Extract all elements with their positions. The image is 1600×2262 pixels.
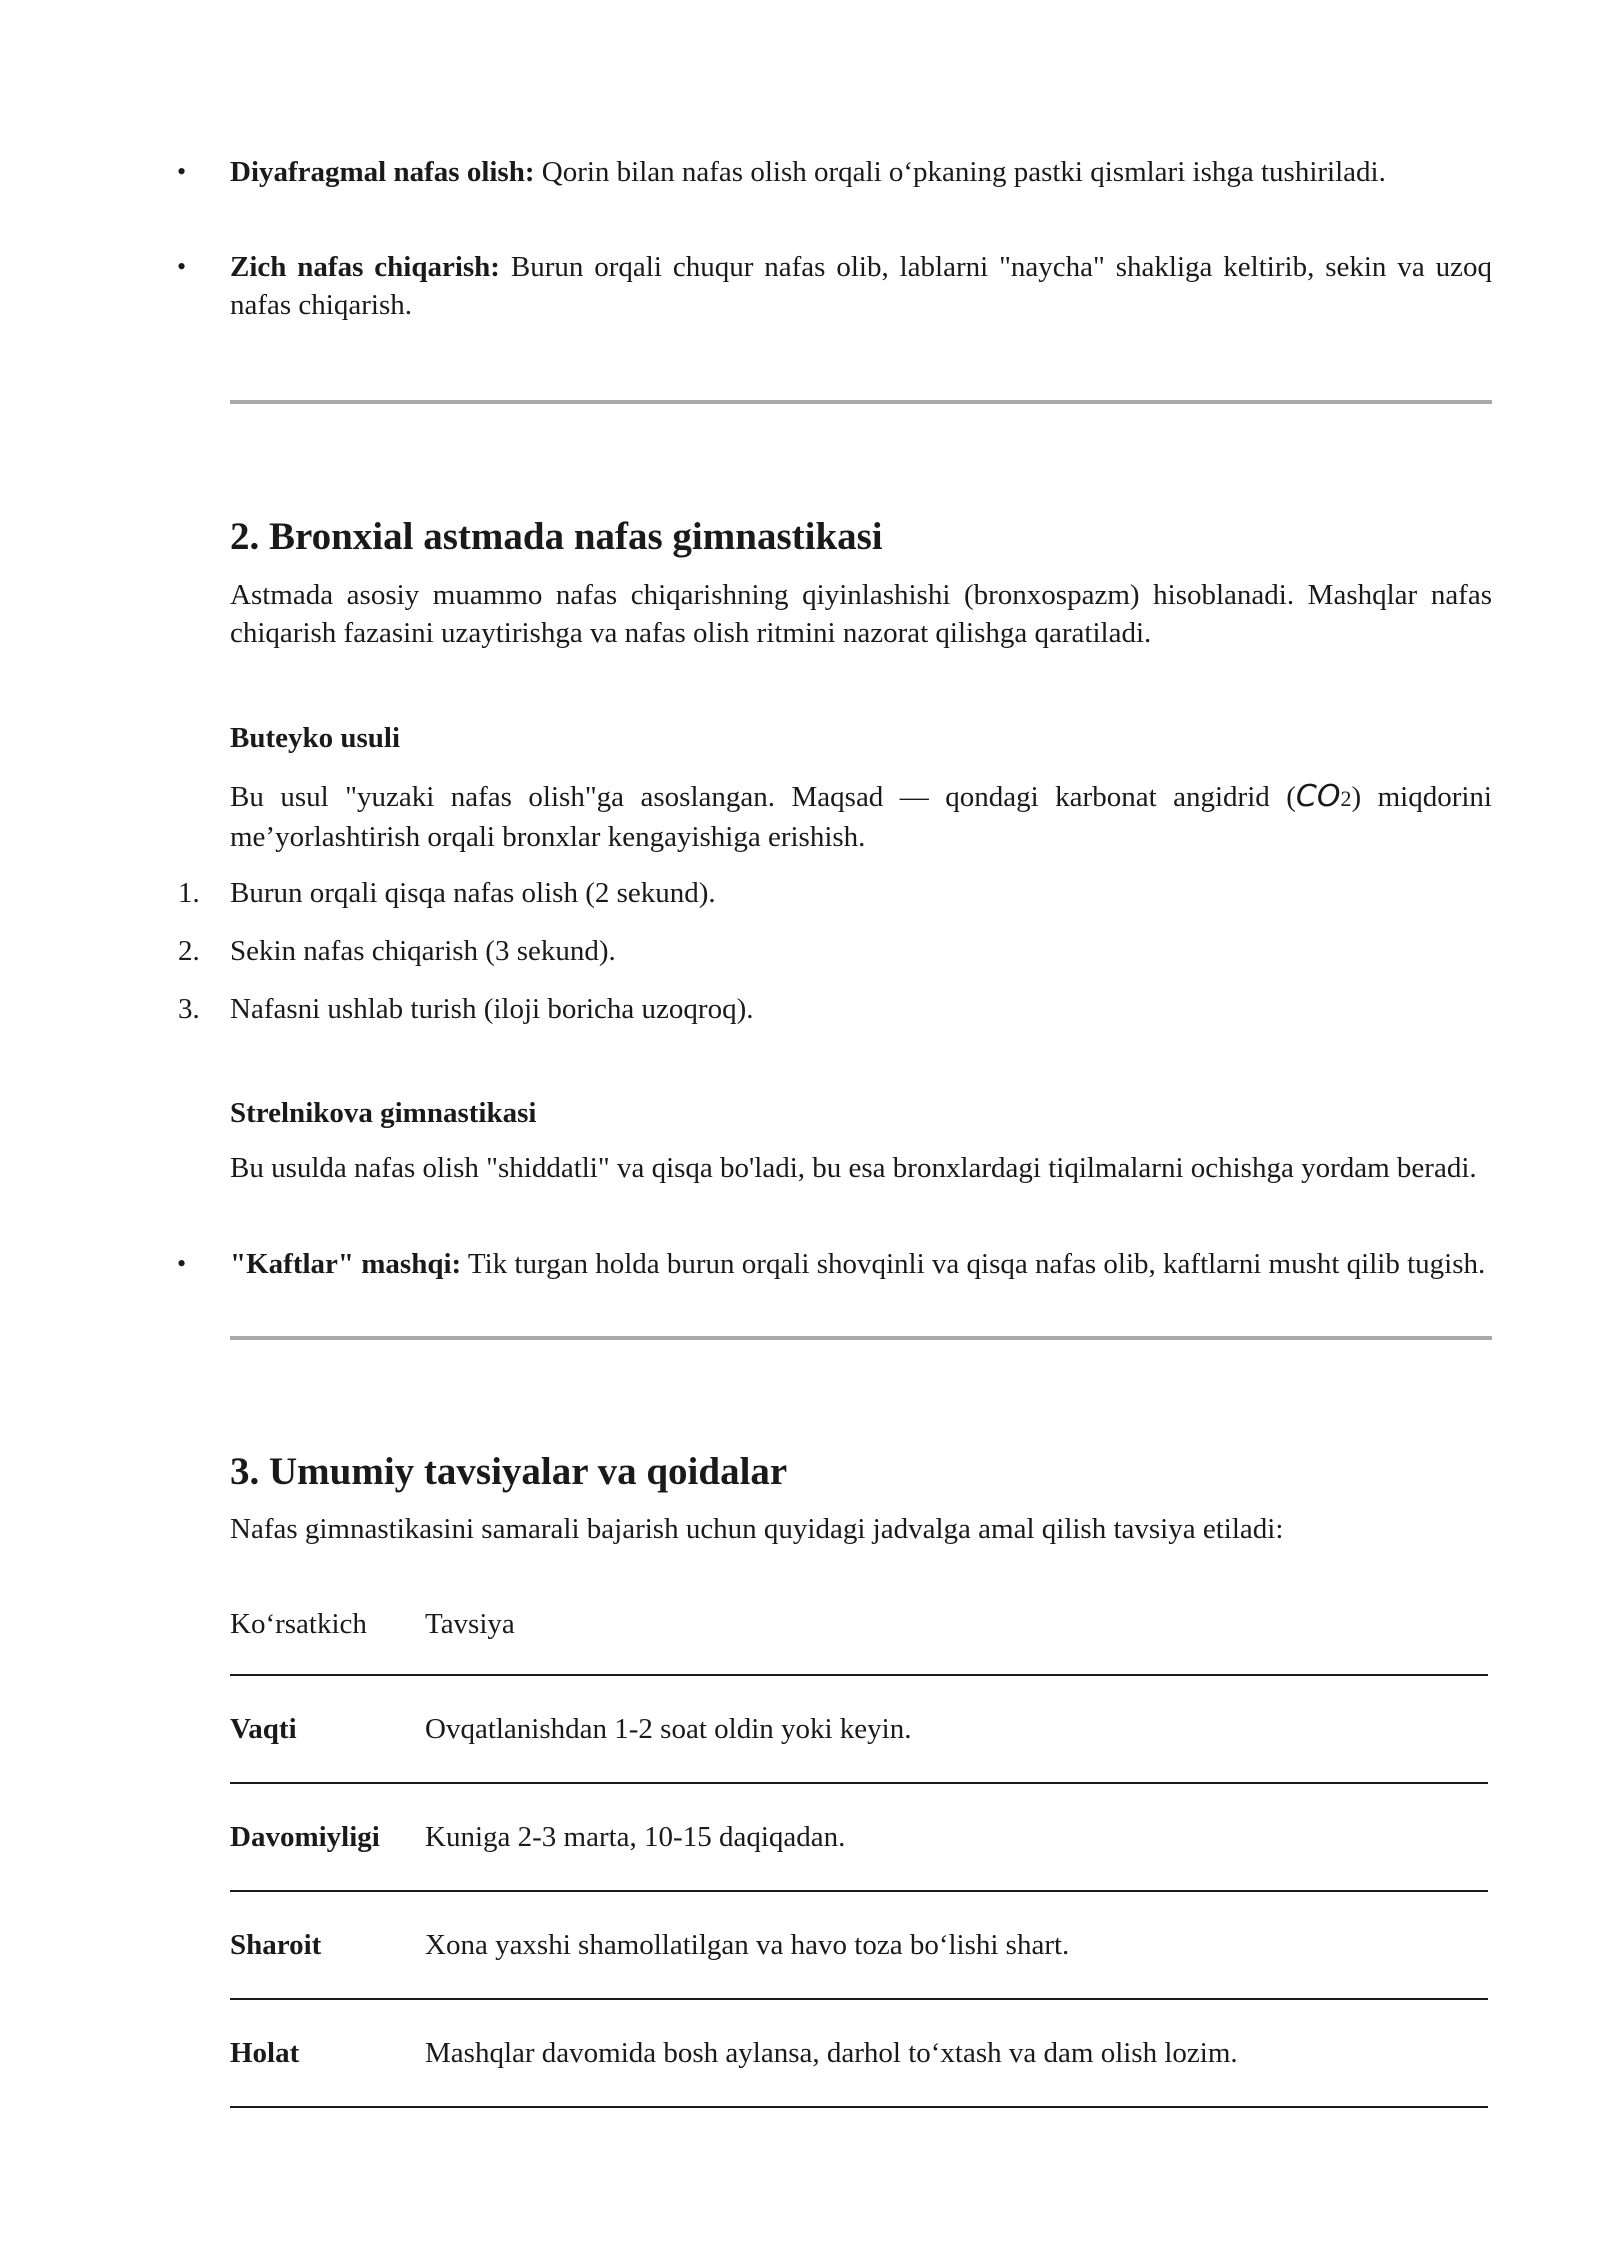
section-intro-umumiy: Nafas gimnastikasini samarali bajarish uchun quyidagi jadvalga amal qilish tavsiya etiladi:	[230, 1513, 1284, 1545]
co2-formula: CO2	[1295, 779, 1352, 814]
buteyko-text-before: Bu usul "yuzaki nafas olish"ga asoslangan. Maqsad — qondagi karbonat angidrid (	[230, 781, 1296, 813]
list-number: 3.	[178, 993, 200, 1025]
recommendations-table	[230, 1574, 1488, 2108]
table-row	[230, 1675, 1488, 1783]
horizontal-divider	[230, 400, 1492, 404]
bullet-glyph: •	[177, 252, 187, 281]
table-row	[230, 1891, 1488, 1999]
table-cell-label: Sharoit	[230, 1891, 425, 1999]
table-cell-value: Ovqatlanishdan 1-2 soat oldin yoki keyin.	[425, 1675, 1488, 1783]
table-header-cell: Tavsiya	[425, 1607, 515, 1640]
table-header-row	[230, 1574, 1488, 1675]
bullet-term: "Kaftlar" mashqi:	[230, 1248, 462, 1280]
section-heading-bronxial: 2. Bronxial astmada nafas gimnastikasi	[230, 515, 883, 558]
bullet-text: Burun orqali chuqur nafas olib, lablarni "naycha" shakliga keltirib, sekin va uzoq nafas chiqarish.	[230, 251, 1492, 321]
list-number: 1.	[178, 877, 200, 909]
buteyko-description	[230, 778, 1492, 856]
table-cell-label: Holat	[230, 1999, 425, 2107]
bullet-item-kaftlar	[230, 1245, 1492, 1283]
section-heading-umumiy: 3. Umumiy tavsiyalar va qoidalar	[230, 1450, 788, 1493]
bullet-text: Tik turgan holda burun orqali shovqinli va qisqa nafas olib, kaftlarni musht qilib tugish.	[461, 1248, 1486, 1280]
table-row	[230, 1999, 1488, 2107]
table-cell-label: Vaqti	[230, 1675, 425, 1783]
table-cell-value: Xona yaxshi shamollatilgan va havo toza boʻlishi shart.	[425, 1891, 1488, 1999]
subheading-buteyko: Buteyko usuli	[230, 722, 401, 754]
list-item: Sekin nafas chiqarish (3 sekund).	[230, 935, 616, 967]
list-item: Nafasni ushlab turish (iloji boricha uzoqroq).	[230, 993, 754, 1025]
bullet-glyph: •	[177, 1249, 187, 1278]
strelnikova-description: Bu usulda nafas olish "shiddatli" va qisqa bo'ladi, bu esa bronxlardagi tiqilmalarni ochishga yordam beradi.	[230, 1152, 1477, 1184]
bullet-text: Qorin bilan nafas olish orqali oʻpkaning pastki qismlari ishga tushiriladi.	[534, 156, 1386, 188]
table-header-cell: Koʻrsatkich	[230, 1607, 367, 1640]
bullet-term: Diyafragmal nafas olish:	[230, 156, 535, 188]
horizontal-divider	[230, 1336, 1492, 1340]
table-cell-value: Mashqlar davomida bosh aylansa, darhol toʻxtash va dam olish lozim.	[425, 1999, 1488, 2107]
subheading-strelnikova: Strelnikova gimnastikasi	[230, 1097, 537, 1129]
bullet-item-diyafragmal	[230, 153, 1492, 191]
list-item: Burun orqali qisqa nafas olish (2 sekund).	[230, 877, 716, 909]
table-cell-value: Kuniga 2-3 marta, 10-15 daqiqadan.	[425, 1783, 1488, 1891]
bullet-item-zich	[230, 248, 1492, 324]
section-intro-bronxial: Astmada asosiy muammo nafas chiqarishning qiyinlashishi (bronxospazm) hisoblanadi. Mashqlar nafas chiqarish fazasini uzaytirishga va nafas olish ritmini nazorat qilishga qaratiladi.	[230, 579, 1492, 649]
bullet-glyph: •	[177, 157, 187, 186]
list-number: 2.	[178, 935, 200, 967]
buteyko-text-after: ) miqdorini meʼyorlashtirish orqali bronxlar kengayishiga erishish.	[230, 781, 1492, 853]
bullet-term: Zich nafas chiqarish:	[230, 251, 500, 283]
table-cell-label: Davomiyligi	[230, 1783, 425, 1891]
table-row	[230, 1783, 1488, 1891]
